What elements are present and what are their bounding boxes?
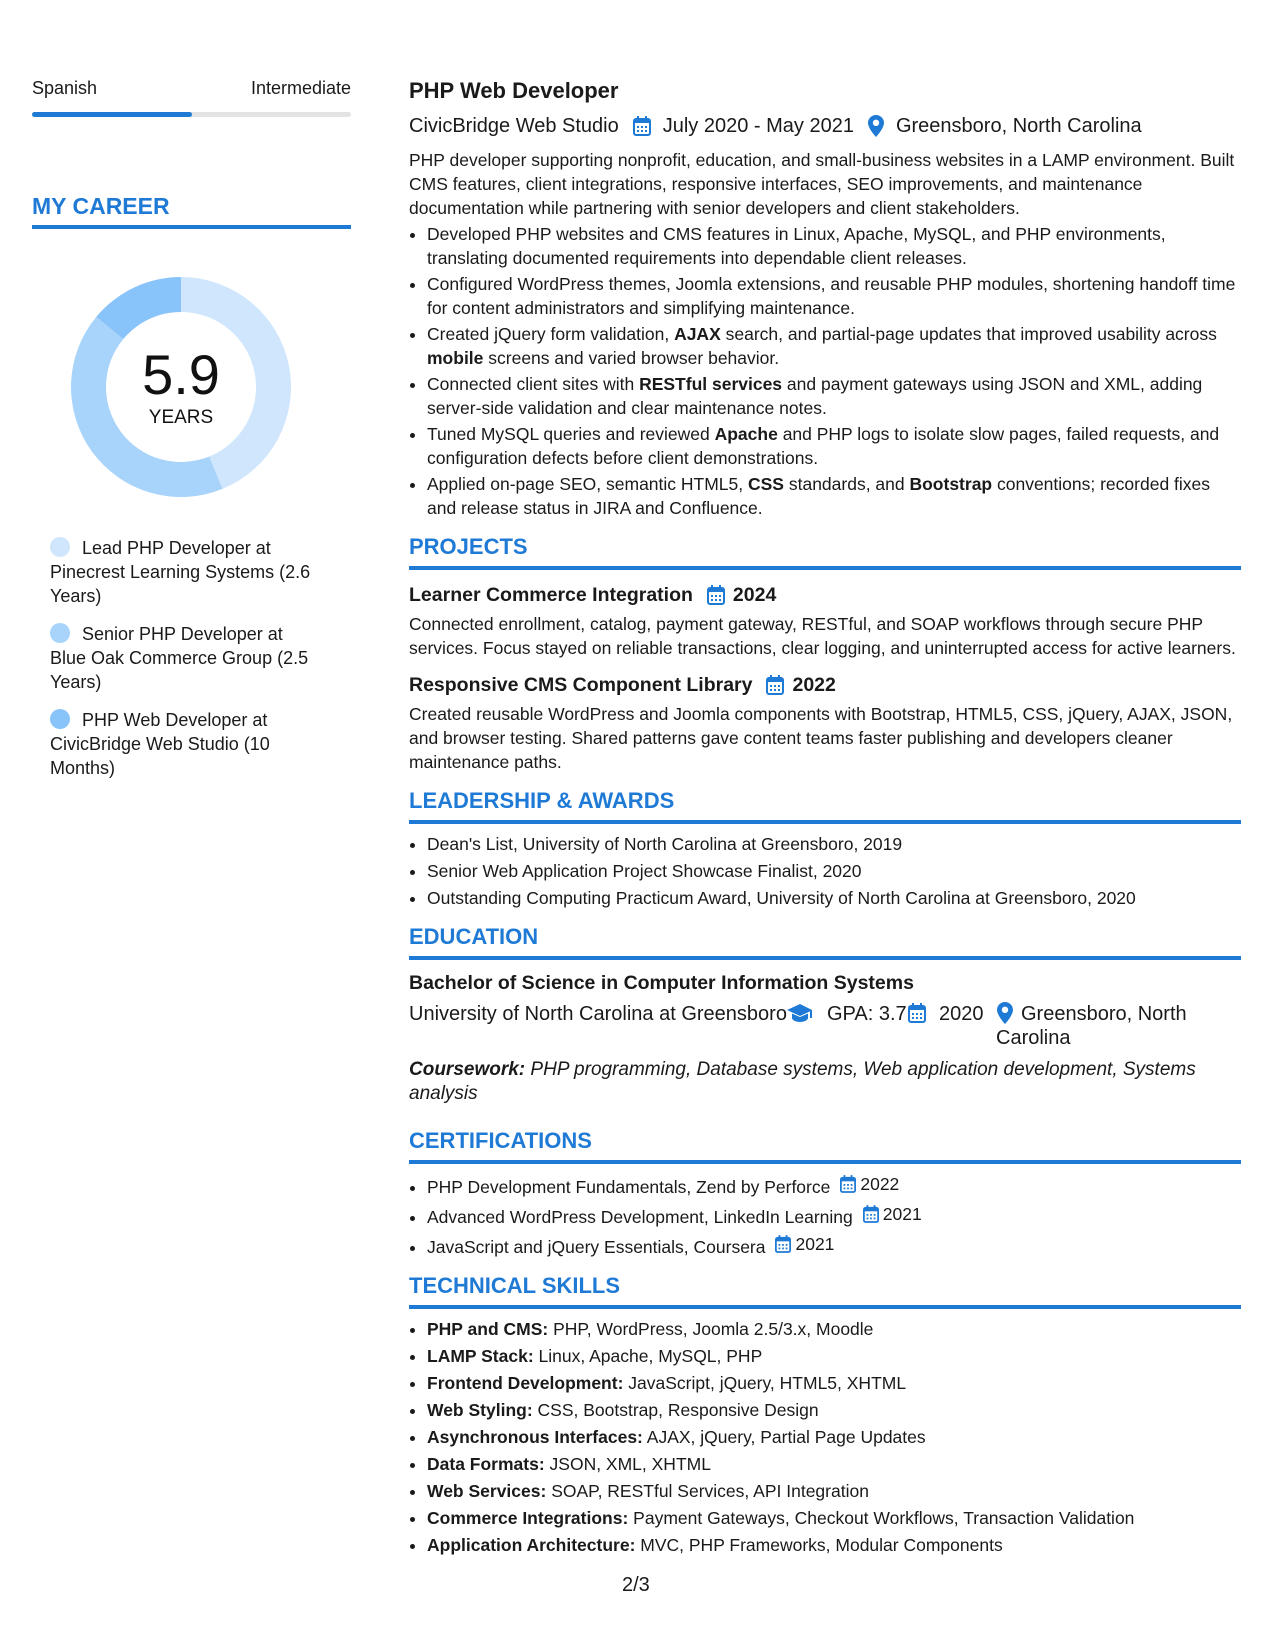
project-description: Connected enrollment, catalog, payment gateway, RESTful, and SOAP workflows through secure PHP services. Focus stayed on reliable transactions, clear logging, and uninterrupted access for active learners.: [409, 614, 1236, 658]
job-bullet: • Created jQuery form validation, AJAX search, and partial-page updates that improved usability across mobile screens and varied browser behavior.: [427, 322, 1241, 370]
education-degree: Bachelor of Science in Computer Information Systems: [409, 972, 914, 994]
project-year: 2022: [792, 673, 836, 696]
language-proficiency-bar: [32, 112, 351, 117]
calendar-icon: [863, 1205, 879, 1223]
job-dates: July 2020 - May 2021: [662, 114, 854, 137]
language-name: Spanish: [32, 78, 98, 98]
certifications-list: [409, 1172, 1241, 1259]
career-heading: MY CAREER: [32, 193, 170, 219]
skill-item: • PHP and CMS: PHP, WordPress, Joomla 2.5/3.x, Moodle: [427, 1317, 1241, 1341]
project-description: Created reusable WordPress and Joomla components with Bootstrap, HTML5, CSS, jQuery, AJAX, JSON, and browser testing. Shared patterns gave content teams faster publishing and developers cleaner maintenance paths.: [409, 704, 1233, 772]
calendar-icon: [766, 675, 784, 695]
coursework-label: Coursework:: [409, 1059, 526, 1080]
legend-label: Senior PHP Developer at Blue Oak Commerce Group (2.5 Years): [50, 624, 309, 692]
job-company: CivicBridge Web Studio: [409, 114, 619, 137]
awards-heading: LEADERSHIP & AWARDS: [409, 788, 675, 813]
job-meta: [409, 112, 1241, 140]
language-proficiency-fill: [32, 112, 192, 117]
certification-item: • PHP Development Fundamentals, Zend by Perforce 2022: [427, 1172, 1241, 1199]
section-rule: [409, 1305, 1241, 1309]
project-year: 2024: [732, 583, 777, 606]
job-bullet: • Configured WordPress themes, Joomla extensions, and reusable PHP modules, shortening handoff time for content administrators and simplifying maintenance.: [427, 272, 1241, 320]
education-heading: EDUCATION: [409, 924, 539, 949]
job-summary: PHP developer supporting nonprofit, education, and small-business websites in a LAMP environment. Built CMS features, client integrations, responsive interfaces, SEO improvements, and maintenance documentation while partnering with senior developers and client stakeholders.: [409, 150, 1235, 218]
education-location-line1: Greensboro, North: [1021, 1003, 1187, 1025]
job-bullet: • Connected client sites with RESTful services and payment gateways using JSON and XML, adding server-side validation and clear maintenance notes.: [427, 372, 1241, 420]
awards-list: [409, 832, 1241, 910]
donut-center: [66, 272, 296, 502]
skill-item: • Application Architecture: MVC, PHP Frameworks, Modular Components: [427, 1533, 1241, 1557]
job-bullet: • Tuned MySQL queries and reviewed Apache and PHP logs to isolate slow pages, failed requests, and configuration defects before client demonstrations.: [427, 422, 1241, 470]
calendar-icon: [707, 585, 725, 605]
legend-item: [50, 622, 320, 694]
project-title: Responsive CMS Component Library: [409, 673, 753, 696]
coursework: [409, 1058, 1241, 1106]
left-column: [32, 78, 351, 794]
job-title: PHP Web Developer: [409, 78, 619, 103]
language-row: [32, 78, 351, 102]
job-location: Greensboro, North Carolina: [895, 114, 1142, 137]
career-heading-rule: [32, 225, 351, 229]
legend-item: [50, 708, 320, 780]
legend-label: Lead PHP Developer at Pinecrest Learning Systems (2.6 Years): [50, 538, 311, 606]
project-title-row: [409, 582, 1241, 608]
legend-item: [50, 536, 320, 608]
certifications-heading: CERTIFICATIONS: [409, 1128, 592, 1153]
skill-item: • Web Styling: CSS, Bootstrap, Responsive Design: [427, 1398, 1241, 1422]
skill-item: • Asynchronous Interfaces: AJAX, jQuery, Partial Page Updates: [427, 1425, 1241, 1449]
education-meta: [409, 1002, 1241, 1052]
section-rule: [409, 1160, 1241, 1164]
award-item: • Dean's List, University of North Carolina at Greensboro, 2019: [427, 832, 1241, 856]
projects-heading: PROJECTS: [409, 534, 528, 559]
career-total-years: 5.9: [142, 343, 220, 406]
career-total-unit: YEARS: [148, 407, 214, 428]
section-rule: [409, 566, 1241, 570]
calendar-icon: [840, 1175, 856, 1193]
map-pin-icon: [868, 115, 884, 137]
skills-list: [409, 1317, 1241, 1557]
education-gpa: GPA: 3.7: [827, 1003, 907, 1025]
graduation-cap-icon: [787, 1004, 813, 1028]
skill-item: • Commerce Integrations: Payment Gateways, Checkout Workflows, Transaction Validation: [427, 1506, 1241, 1530]
section-rule: [409, 820, 1241, 824]
career-donut-chart: [66, 272, 296, 502]
skill-item: • Frontend Development: JavaScript, jQuery, HTML5, XHTML: [427, 1371, 1241, 1395]
skills-heading: TECHNICAL SKILLS: [409, 1273, 621, 1298]
legend-dot: [50, 623, 70, 643]
project-title: Learner Commerce Integration: [409, 583, 693, 606]
certification-item: • JavaScript and jQuery Essentials, Coursera 2021: [427, 1232, 1241, 1259]
calendar-icon: [908, 1003, 926, 1029]
certification-item: • Advanced WordPress Development, LinkedIn Learning 2021: [427, 1202, 1241, 1229]
legend-dot: [50, 537, 70, 557]
calendar-icon: [775, 1235, 791, 1253]
right-column: [409, 78, 1241, 1560]
award-item: • Senior Web Application Project Showcase Finalist, 2020: [427, 859, 1241, 883]
job-bullet: • Applied on-page SEO, semantic HTML5, CSS standards, and Bootstrap conventions; recorded fixes and release status in JIRA and Confluence.: [427, 472, 1241, 520]
legend-label: PHP Web Developer at CivicBridge Web Studio (10 Months): [50, 710, 270, 778]
calendar-icon: [633, 116, 651, 136]
education-year: 2020: [939, 1003, 984, 1025]
section-rule: [409, 956, 1241, 960]
skill-item: • Data Formats: JSON, XML, XHTML: [427, 1452, 1241, 1476]
award-item: • Outstanding Computing Practicum Award, University of North Carolina at Greensboro, 2020: [427, 886, 1241, 910]
job-bullet: • Developed PHP websites and CMS features in Linux, Apache, MySQL, and PHP environments, translating documented requirements into dependable client releases.: [427, 222, 1241, 270]
education-location-line2: Carolina: [996, 1027, 1071, 1049]
job-bullets: [409, 222, 1241, 520]
skill-item: • Web Services: SOAP, RESTful Services, API Integration: [427, 1479, 1241, 1503]
career-legend: [32, 536, 351, 780]
education-school: University of North Carolina at Greensboro: [409, 1003, 787, 1025]
language-level: Intermediate: [250, 78, 351, 98]
page-number: 2/3: [622, 1574, 650, 1596]
project-title-row: [409, 672, 1241, 698]
coursework-text: PHP programming, Database systems, Web application development, Systems analysis: [409, 1059, 1196, 1104]
legend-dot: [50, 709, 70, 729]
skill-item: • LAMP Stack: Linux, Apache, MySQL, PHP: [427, 1344, 1241, 1368]
